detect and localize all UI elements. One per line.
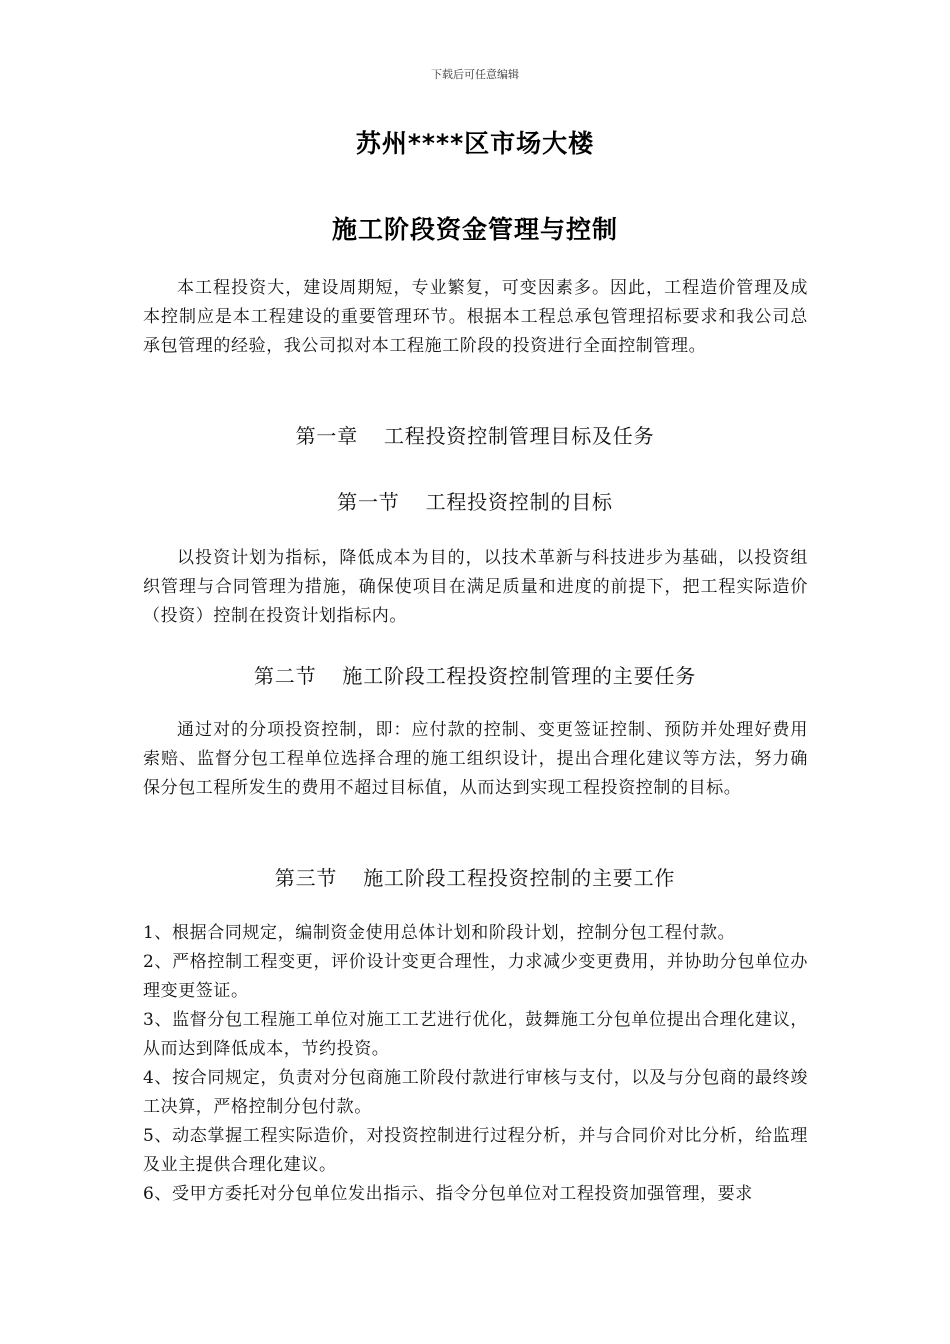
intro-paragraph: 本工程投资大，建设周期短，专业繁复，可变因素多。因此，工程造价管理及成本控制应是本工程建设的重要管理环节。根据本工程总承包管理招标要求和我公司总承包管理的经验，我公司拟对本工程施工阶段的投资进行全面控制管理。: [143, 278, 808, 356]
section-3-title: 施工阶段工程投资控制的主要工作: [363, 866, 676, 890]
section-1-block: [143, 544, 808, 631]
section-2-block: [143, 716, 808, 803]
intro-block: [143, 274, 808, 361]
section-3-number: 第三节: [274, 866, 338, 890]
section-2-paragraph: 通过对的分项投资控制，即：应付款的控制、变更签证控制、预防并处理好费用索赔、监督分包工程单位选择合理的施工组织设计，提出合理化建议等方法，努力确保分包工程所发生的费用不超过目标值，从而达到实现工程投资控制的目标。: [143, 720, 808, 798]
list-item: 2、严格控制工程变更，评价设计变更合理性，力求减少变更费用，并协助分包单位办理变更签证。: [143, 952, 808, 1001]
section-3-list: [143, 919, 808, 1209]
header-note: 下载后可任意编辑: [431, 68, 519, 81]
document-title-line2: 施工阶段资金管理与控制: [331, 215, 618, 244]
section-2-heading: [0, 660, 950, 689]
chapter-1-heading: [0, 420, 950, 449]
section-1-number: 第一节: [337, 490, 400, 514]
document-title-line1: 苏州****区市场大楼: [355, 129, 595, 158]
section-2-title: 施工阶段工程投资控制管理的主要任务: [342, 664, 696, 688]
list-item: 3、监督分包工程施工单位对施工工艺进行优化，鼓舞施工分包单位提出合理化建议，从而达到降低成本，节约投资。: [143, 1010, 808, 1059]
list-item: 6、受甲方委托对分包单位发出指示、指令分包单位对工程投资加强管理，要求: [143, 1184, 753, 1204]
list-item: 4、按合同规定，负责对分包商施工阶段付款进行审核与支付，以及与分包商的最终竣工决算，严格控制分包付款。: [143, 1068, 808, 1117]
list-item: 1、根据合同规定，编制资金使用总体计划和阶段计划，控制分包工程付款。: [143, 923, 736, 943]
section-2-number: 第二节: [253, 664, 317, 688]
section-3-heading: [0, 862, 950, 891]
section-1-title: 工程投资控制的目标: [425, 490, 613, 514]
list-item: 5、动态掌握工程实际造价，对投资控制进行过程分析，并与合同价对比分析，给监理及业主提供合理化建议。: [143, 1126, 808, 1175]
section-1-heading: [0, 486, 950, 515]
chapter-1-title: 工程投资控制管理目标及任务: [384, 424, 655, 448]
section-1-paragraph: 以投资计划为指标，降低成本为目的，以技术革新与科技进步为基础，以投资组织管理与合同管理为措施，确保使项目在满足质量和进度的前提下，把工程实际造价（投资）控制在投资计划指标内。: [143, 548, 808, 626]
chapter-1-number: 第一章: [295, 424, 358, 448]
